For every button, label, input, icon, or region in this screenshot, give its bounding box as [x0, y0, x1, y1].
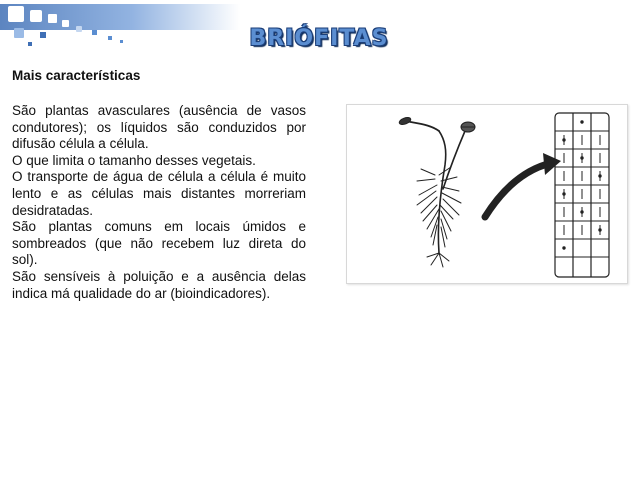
arrow-icon [485, 153, 561, 217]
cell-column-icon [555, 113, 609, 277]
paragraph-5: São sensíveis à poluição e a ausência delas indica má qualidade do ar (bioindicadores). [12, 268, 306, 301]
paragraph-4: São plantas comuns em locais úmidos e sombreados (que não recebem luz direta do sol). [12, 219, 306, 268]
paragraph-1: São plantas avasculares (ausência de vasos condutores); os líquidos são conduzidos por difusão célula a célula. [12, 103, 306, 152]
body-text [12, 103, 306, 302]
paragraph-2: O que limita o tamanho desses vegetais. [12, 152, 256, 168]
moss-illustration [346, 104, 628, 284]
slide-title: BRIÓFITAS [249, 26, 389, 51]
paragraph-3: O transporte de água de célula a célula é muito lento e as células mais distantes morreriam desidratadas. [12, 169, 306, 218]
section-subtitle: Mais características [12, 68, 141, 83]
moss-plant-icon [398, 116, 475, 267]
